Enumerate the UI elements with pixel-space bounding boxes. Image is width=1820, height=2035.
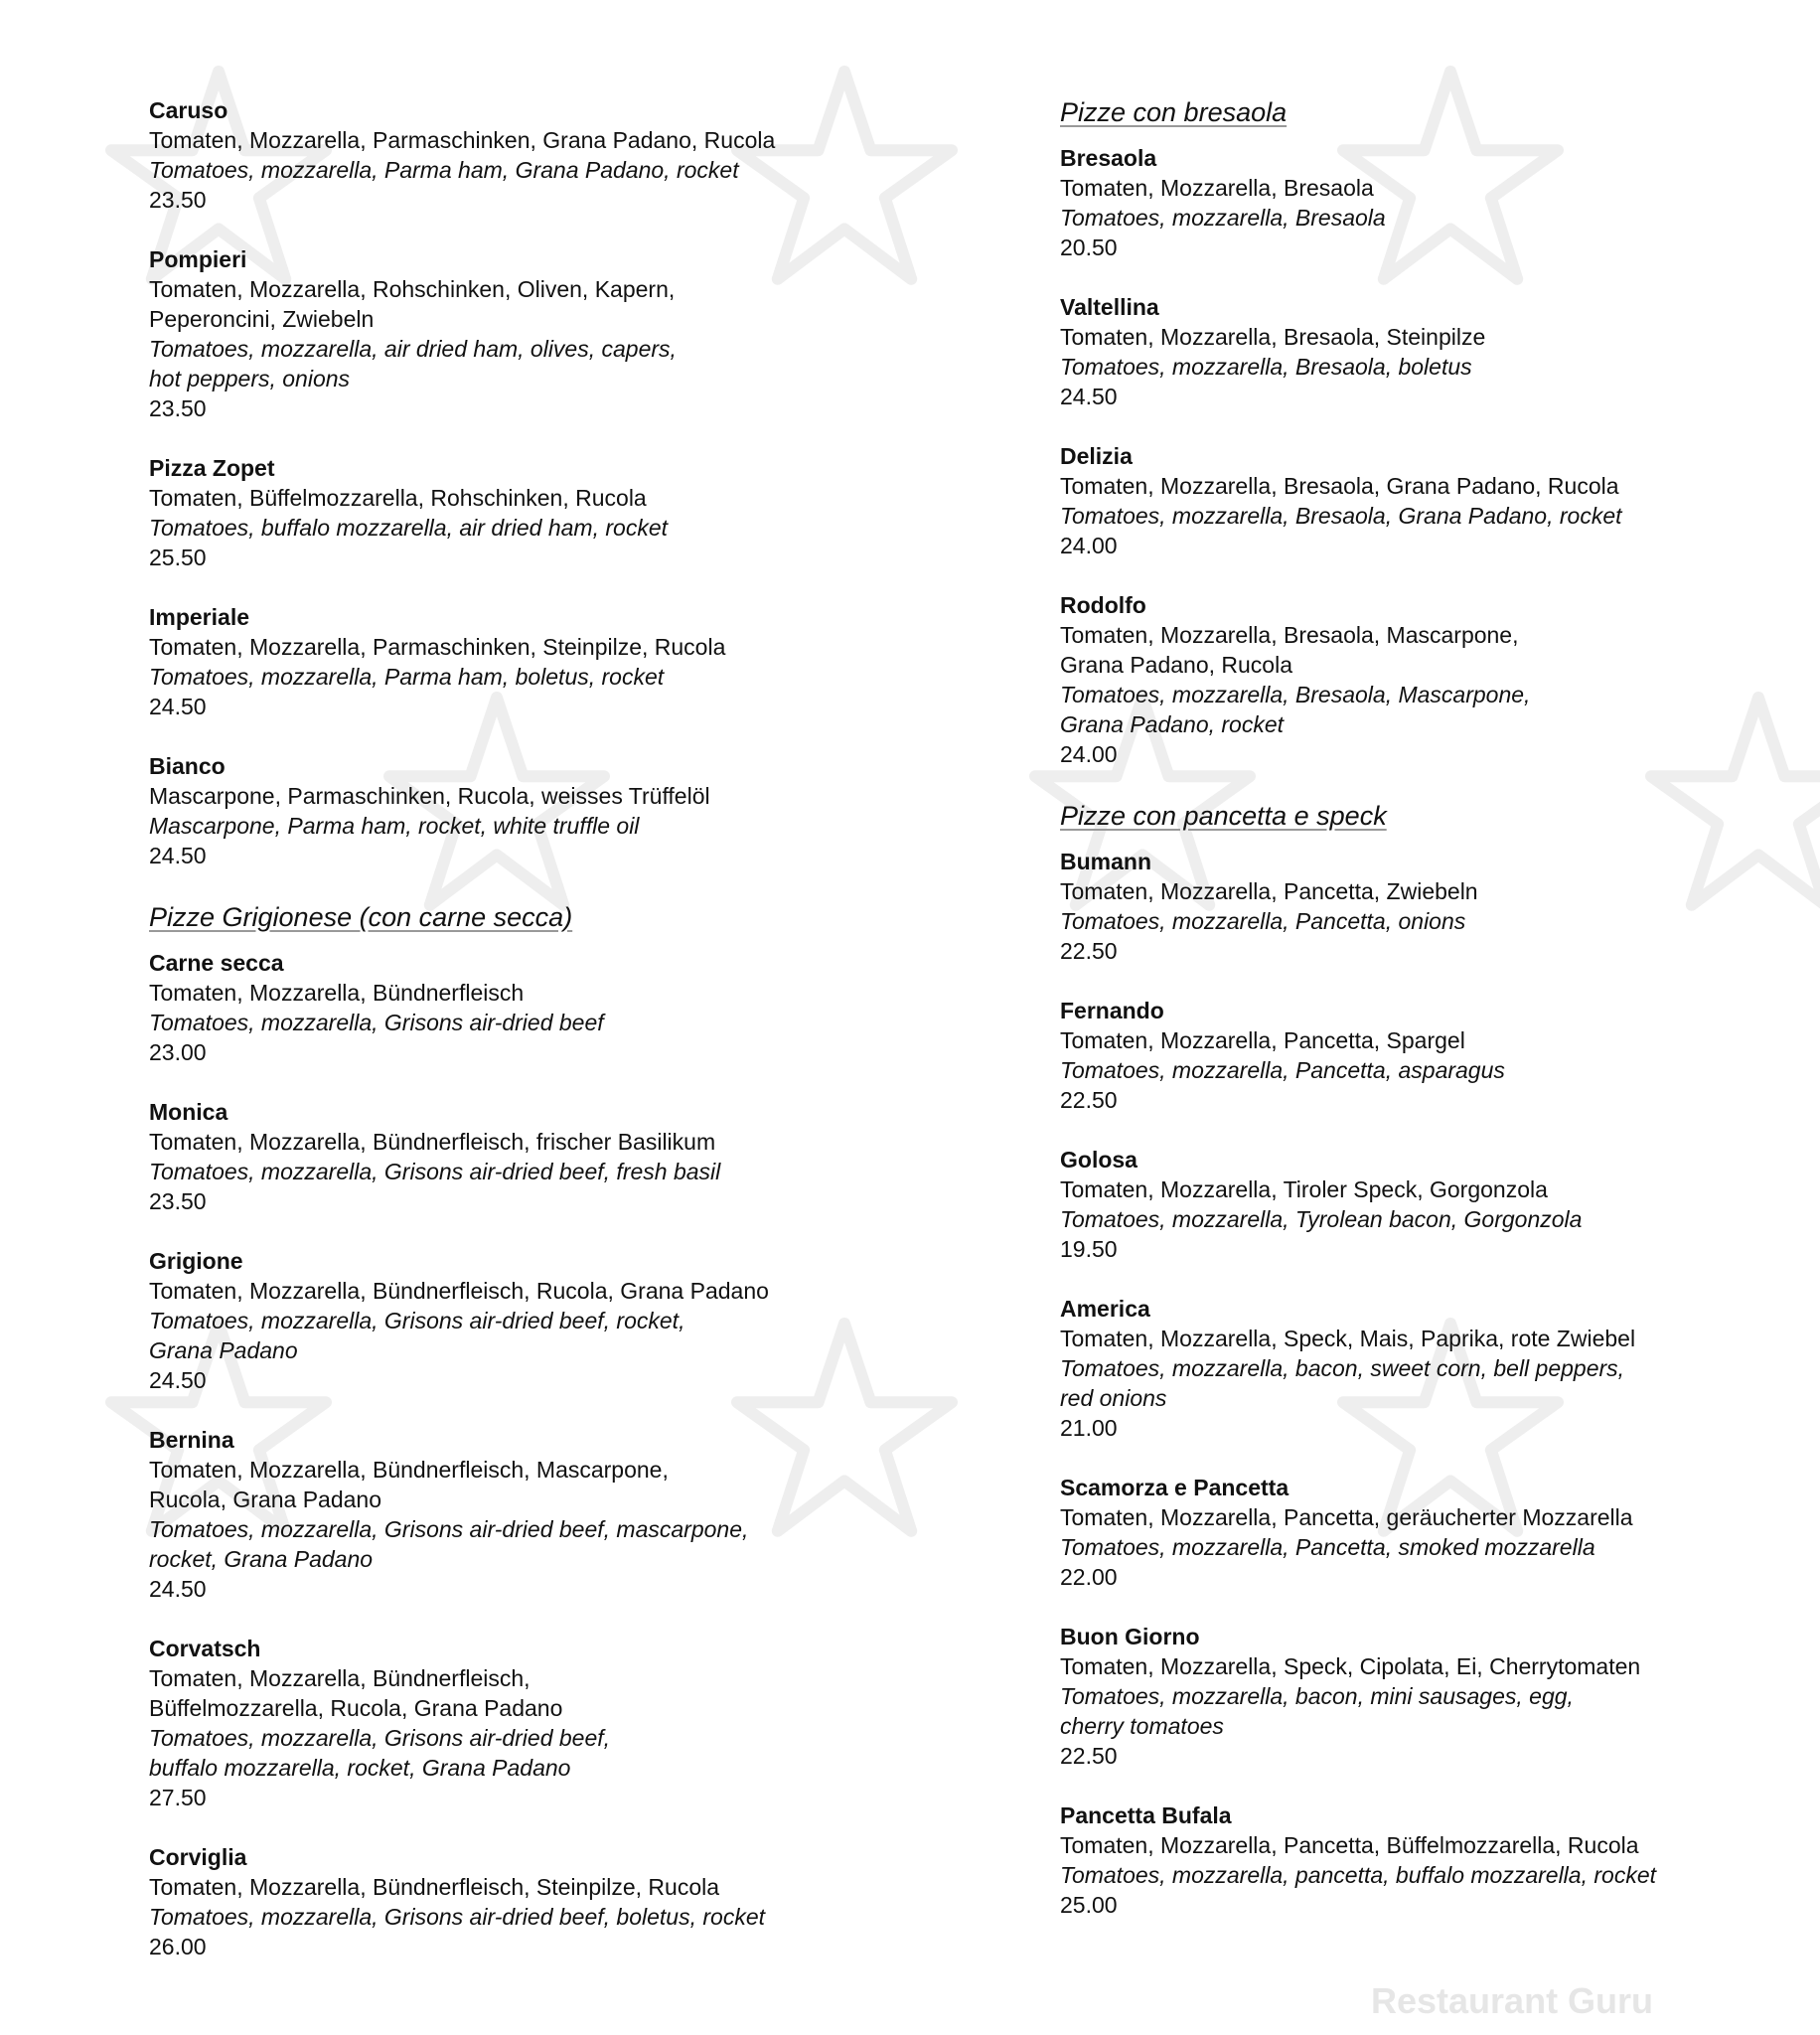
menu-item (149, 453, 844, 572)
menu-item (1060, 590, 1755, 769)
menu-item (1060, 1622, 1755, 1771)
item-description-en: red onions (1060, 1385, 1167, 1411)
item-description-en: Tomatoes, mozzarella, Grisons air-dried beef, rocket, (149, 1308, 685, 1333)
item-name: Buon Giorno (1060, 1624, 1200, 1649)
item-description-en: Tomatoes, mozzarella, Bresaola, Mascarpone, (1060, 682, 1531, 707)
item-description-en: Tomatoes, mozzarella, air dried ham, olives, capers, (149, 336, 677, 362)
item-name: Bumann (1060, 849, 1151, 874)
menu-section (149, 900, 844, 1961)
item-name: Caruso (149, 97, 228, 123)
menu-item (149, 602, 844, 721)
item-name: Delizia (1060, 443, 1133, 469)
item-description-de: Tomaten, Mozzarella, Tiroler Speck, Gorgonzola (1060, 1176, 1548, 1202)
watermark-text: Restaurant Guru (1371, 1980, 1654, 2021)
item-description-de: Tomaten, Mozzarella, Speck, Cipolata, Ei, Cherrytomaten (1060, 1653, 1641, 1679)
item-price: 22.50 (1060, 1743, 1118, 1769)
item-description-de: Tomaten, Mozzarella, Bündnerfleisch, Rucola, Grana Padano (149, 1278, 769, 1304)
menu-section (1060, 799, 1755, 1920)
item-price: 24.50 (1060, 384, 1118, 409)
item-price: 21.00 (1060, 1415, 1118, 1441)
menu-section (1060, 95, 1755, 769)
item-name: Imperiale (149, 604, 249, 630)
menu-item (1060, 996, 1755, 1115)
item-name: Corviglia (149, 1844, 247, 1870)
item-description-de: Tomaten, Mozzarella, Pancetta, Spargel (1060, 1027, 1465, 1053)
item-description-en: cherry tomatoes (1060, 1713, 1224, 1739)
item-name: Golosa (1060, 1147, 1138, 1173)
item-name: Pancetta Bufala (1060, 1802, 1232, 1828)
item-price: 24.50 (149, 694, 207, 719)
item-price: 23.00 (149, 1039, 207, 1065)
item-price: 27.50 (149, 1785, 207, 1810)
item-description-de: Tomaten, Mozzarella, Pancetta, Zwiebeln (1060, 878, 1478, 904)
item-name: Pizza Zopet (149, 455, 275, 481)
item-price: 19.50 (1060, 1236, 1118, 1262)
menu-section (149, 95, 844, 870)
item-description-en: Tomatoes, mozzarella, Bresaola, boletus (1060, 354, 1472, 380)
item-description-en: Tomatoes, mozzarella, Pancetta, onions (1060, 908, 1466, 934)
item-price: 23.50 (149, 395, 207, 421)
item-description-en: Tomatoes, mozzarella, Parma ham, boletus, rocket (149, 664, 665, 690)
item-description-de: Tomaten, Mozzarella, Bündnerfleisch, (149, 1665, 531, 1691)
menu-item (1060, 1145, 1755, 1264)
item-description-de: Tomaten, Mozzarella, Bündnerfleisch, Mascarpone, (149, 1457, 669, 1483)
item-description-de: Grana Padano, Rucola (1060, 652, 1292, 678)
item-description-en: Mascarpone, Parma ham, rocket, white truffle oil (149, 813, 640, 839)
menu-item (149, 1842, 844, 1961)
item-name: Fernando (1060, 998, 1164, 1023)
item-name: Scamorza e Pancetta (1060, 1475, 1289, 1500)
item-description-de: Tomaten, Mozzarella, Parmaschinken, Grana Padano, Rucola (149, 127, 776, 153)
menu-item (149, 1246, 844, 1395)
item-name: Rodolfo (1060, 592, 1146, 618)
item-description-en: Tomatoes, mozzarella, Tyrolean bacon, Gorgonzola (1060, 1206, 1583, 1232)
item-name: Pompieri (149, 246, 247, 272)
menu-item (1060, 143, 1755, 262)
item-description-en: Grana Padano, rocket (1060, 711, 1285, 737)
item-description-en: Tomatoes, mozzarella, bacon, sweet corn, bell peppers, (1060, 1355, 1625, 1381)
menu-item (1060, 1294, 1755, 1443)
item-description-en: Tomatoes, mozzarella, Grisons air-dried beef, fresh basil (149, 1159, 721, 1184)
item-description-de: Büffelmozzarella, Rucola, Grana Padano (149, 1695, 563, 1721)
item-description-de: Tomaten, Büffelmozzarella, Rohschinken, Rucola (149, 485, 647, 511)
item-price: 24.00 (1060, 533, 1118, 558)
menu-item (149, 1097, 844, 1216)
item-price: 22.00 (1060, 1564, 1118, 1590)
item-description-de: Tomaten, Mozzarella, Pancetta, Büffelmozzarella, Rucola (1060, 1832, 1639, 1858)
item-description-en: Tomatoes, mozzarella, Grisons air-dried beef, mascarpone, (149, 1516, 749, 1542)
item-description-de: Tomaten, Mozzarella, Bresaola, Steinpilze (1060, 324, 1486, 350)
menu-item (149, 95, 844, 215)
item-description-en: Tomatoes, mozzarella, Parma ham, Grana Padano, rocket (149, 157, 739, 183)
item-description-de: Tomaten, Mozzarella, Bündnerfleisch, Steinpilze, Rucola (149, 1874, 720, 1900)
menu-item (149, 1634, 844, 1812)
section-heading: Pizze con bresaola (1060, 97, 1288, 127)
section-heading: Pizze con pancetta e speck (1060, 801, 1387, 831)
item-description-en: Tomatoes, mozzarella, bacon, mini sausages, egg, (1060, 1683, 1574, 1709)
menu-column-right (1060, 95, 1755, 1950)
item-description-de: Tomaten, Mozzarella, Rohschinken, Oliven, Kapern, (149, 276, 676, 302)
item-price: 23.50 (149, 187, 207, 213)
item-description-en: buffalo mozzarella, rocket, Grana Padano (149, 1755, 571, 1781)
item-description-en: Tomatoes, mozzarella, Pancetta, smoked mozzarella (1060, 1534, 1595, 1560)
menu-item (149, 244, 844, 423)
item-name: Bresaola (1060, 145, 1157, 171)
item-name: America (1060, 1296, 1150, 1322)
item-name: Bernina (149, 1427, 234, 1453)
menu-item (1060, 1473, 1755, 1592)
item-description-de: Tomaten, Mozzarella, Bündnerfleisch, frischer Basilikum (149, 1129, 716, 1155)
item-description-en: Tomatoes, buffalo mozzarella, air dried ham, rocket (149, 515, 669, 541)
menu-item (149, 1425, 844, 1604)
item-description-en: Grana Padano (149, 1337, 298, 1363)
menu-item (1060, 847, 1755, 966)
item-price: 24.50 (149, 843, 207, 868)
item-description-en: Tomatoes, mozzarella, Bresaola (1060, 205, 1386, 231)
item-description-de: Tomaten, Mozzarella, Bresaola, Mascarpone, (1060, 622, 1519, 648)
item-name: Grigione (149, 1248, 243, 1274)
item-price: 25.50 (149, 545, 207, 570)
menu-column-left (149, 95, 844, 1991)
item-price: 24.50 (149, 1576, 207, 1602)
item-price: 22.50 (1060, 938, 1118, 964)
item-description-de: Tomaten, Mozzarella, Pancetta, geräucherter Mozzarella (1060, 1504, 1633, 1530)
item-description-de: Tomaten, Mozzarella, Bresaola (1060, 175, 1374, 201)
menu-item (149, 751, 844, 870)
item-description-en: Tomatoes, mozzarella, Pancetta, asparagus (1060, 1057, 1505, 1083)
item-description-de: Tomaten, Mozzarella, Parmaschinken, Steinpilze, Rucola (149, 634, 726, 660)
item-price: 24.50 (149, 1367, 207, 1393)
item-price: 20.50 (1060, 235, 1118, 260)
item-description-en: hot peppers, onions (149, 366, 351, 391)
item-description-de: Tomaten, Mozzarella, Speck, Mais, Paprika, rote Zwiebel (1060, 1326, 1636, 1351)
item-description-de: Rucola, Grana Padano (149, 1487, 381, 1512)
menu-item (1060, 292, 1755, 411)
item-description-en: rocket, Grana Padano (149, 1546, 374, 1572)
item-description-de: Tomaten, Mozzarella, Bresaola, Grana Padano, Rucola (1060, 473, 1619, 499)
item-description-en: Tomatoes, mozzarella, Bresaola, Grana Padano, rocket (1060, 503, 1622, 529)
item-price: 22.50 (1060, 1087, 1118, 1113)
menu-item (1060, 441, 1755, 560)
item-price: 25.00 (1060, 1892, 1118, 1918)
item-price: 24.00 (1060, 741, 1118, 767)
item-description-en: Tomatoes, mozzarella, Grisons air-dried beef (149, 1010, 604, 1035)
item-description-de: Peperoncini, Zwiebeln (149, 306, 375, 332)
menu-item (1060, 1800, 1755, 1920)
item-price: 26.00 (149, 1934, 207, 1959)
menu-item (149, 948, 844, 1067)
section-heading: Pizze Grigionese (con carne secca) (149, 902, 573, 932)
item-description-de: Tomaten, Mozzarella, Bündnerfleisch (149, 980, 525, 1006)
item-name: Corvatsch (149, 1636, 261, 1661)
item-name: Monica (149, 1099, 228, 1125)
item-name: Carne secca (149, 950, 284, 976)
item-description-en: Tomatoes, mozzarella, pancetta, buffalo mozzarella, rocket (1060, 1862, 1656, 1888)
item-name: Valtellina (1060, 294, 1159, 320)
item-name: Bianco (149, 753, 226, 779)
item-description-en: Tomatoes, mozzarella, Grisons air-dried beef, boletus, rocket (149, 1904, 766, 1930)
item-description-en: Tomatoes, mozzarella, Grisons air-dried beef, (149, 1725, 611, 1751)
item-price: 23.50 (149, 1188, 207, 1214)
item-description-de: Mascarpone, Parmaschinken, Rucola, weisses Trüffelöl (149, 783, 710, 809)
